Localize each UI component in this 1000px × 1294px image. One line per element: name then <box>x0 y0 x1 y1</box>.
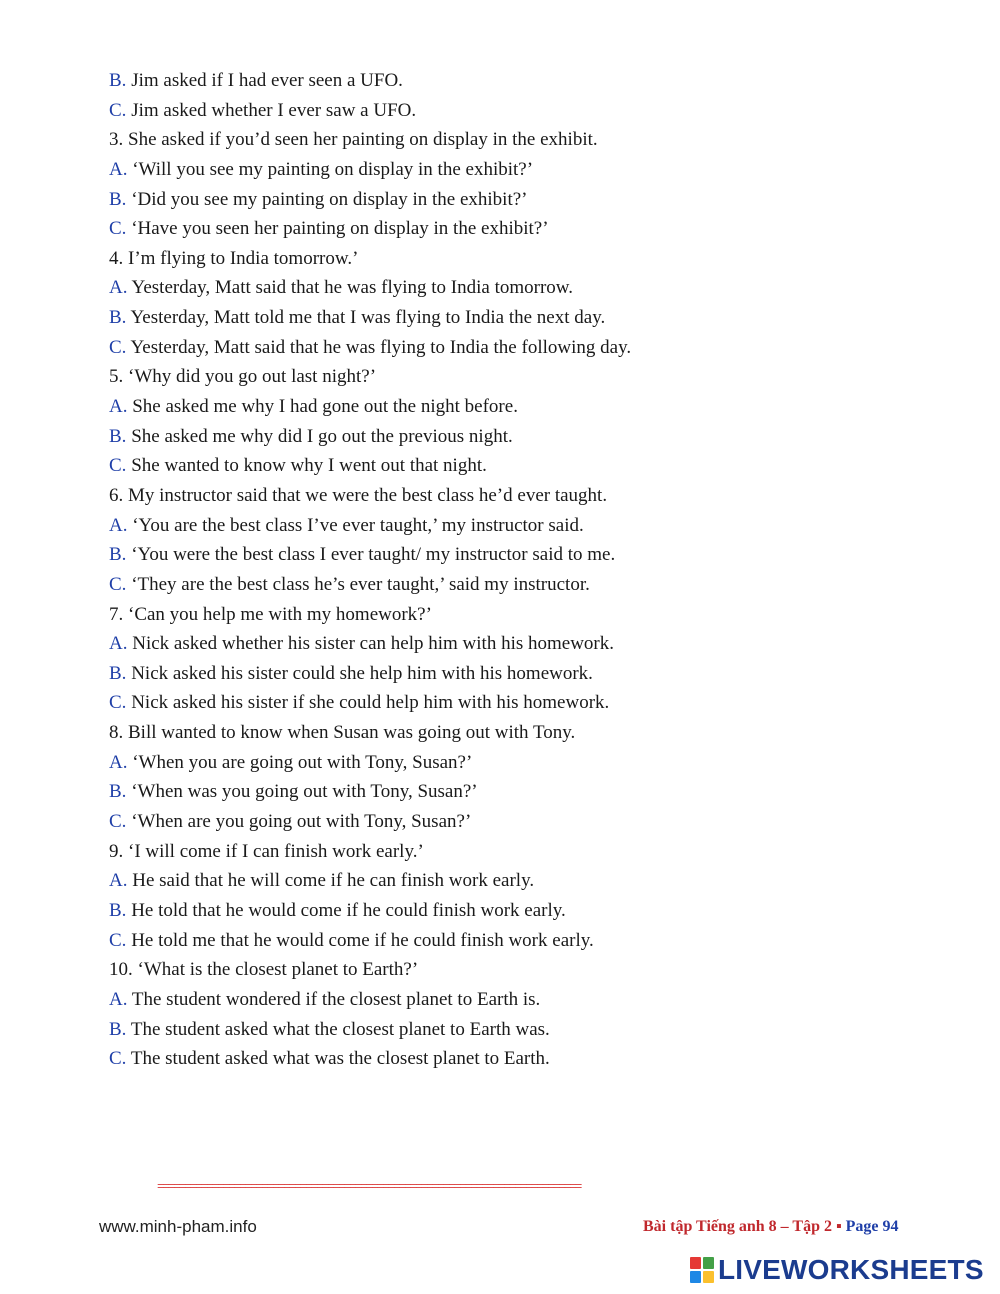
option-letter: C. <box>109 811 127 833</box>
logo-square-blue <box>690 1271 701 1283</box>
answer-option <box>109 422 929 452</box>
option-letter: B. <box>109 544 127 566</box>
line-text: 4. I’m flying to India tomorrow.’ <box>109 247 359 269</box>
question-text <box>109 362 929 392</box>
option-letter: C. <box>109 929 127 951</box>
answer-option <box>109 451 929 481</box>
website-url[interactable]: www.minh-pham.info <box>99 1217 257 1236</box>
line-text: ‘When was you going out with Tony, Susan?’ <box>126 781 478 803</box>
line-text: 3. She asked if you’d seen her painting on display in the exhibit. <box>109 129 598 151</box>
question-text <box>109 481 929 511</box>
question-text <box>109 718 929 748</box>
option-letter: A. <box>109 988 128 1010</box>
option-letter: C. <box>109 455 127 477</box>
answer-option <box>109 807 929 837</box>
line-text: He told that he would come if he could finish work early. <box>126 899 566 921</box>
option-letter: C. <box>109 573 127 595</box>
logo-square-green <box>703 1257 714 1269</box>
question-text <box>109 955 929 985</box>
line-text: ‘You are the best class I’ve ever taught,’ my instructor said. <box>127 514 584 536</box>
answer-option <box>109 1044 929 1074</box>
option-letter: A. <box>109 396 128 418</box>
answer-option <box>109 926 929 956</box>
answer-option <box>109 303 929 333</box>
question-text <box>109 244 929 274</box>
logo-square-red <box>690 1257 701 1269</box>
question-text <box>109 600 929 630</box>
line-text: 7. ‘Can you help me with my homework?’ <box>109 603 432 625</box>
line-text: 10. ‘What is the closest planet to Earth?’ <box>109 959 419 981</box>
line-text: Yesterday, Matt said that he was flying to India the following day. <box>126 336 632 358</box>
answer-option <box>109 273 929 303</box>
option-letter: B. <box>109 781 127 803</box>
answer-option <box>109 511 929 541</box>
line-text: She wanted to know why I went out that night. <box>126 455 487 477</box>
line-text: The student wondered if the closest planet to Earth is. <box>127 988 541 1010</box>
line-text: ‘You were the best class I ever taught/ my instructor said to me. <box>126 544 616 566</box>
line-text: ‘Did you see my painting on display in the exhibit?’ <box>126 188 528 210</box>
line-text: Yesterday, Matt told me that I was flying to India the next day. <box>126 307 606 329</box>
option-letter: A. <box>109 870 128 892</box>
book-title <box>643 1218 899 1236</box>
line-text: ‘When you are going out with Tony, Susan?’ <box>127 751 473 773</box>
question-list <box>109 66 929 1074</box>
answer-option <box>109 214 929 244</box>
liveworksheets-icon <box>690 1257 714 1283</box>
line-text: ‘Have you seen her painting on display in the exhibit?’ <box>126 218 549 240</box>
option-letter: A. <box>109 514 128 536</box>
answer-option <box>109 540 929 570</box>
line-text: ‘They are the best class he’s ever taught,’ said my instructor. <box>126 573 590 595</box>
answer-option <box>109 866 929 896</box>
answer-option <box>109 1015 929 1045</box>
liveworksheets-wordmark: LIVEWORKSHEETS <box>718 1254 984 1285</box>
answer-option <box>109 896 929 926</box>
book-title-text: Bài tập Tiếng anh 8 – Tập 2 ▪ <box>643 1218 846 1235</box>
answer-option <box>109 392 929 422</box>
answer-option <box>109 66 929 96</box>
answer-option <box>109 985 929 1015</box>
option-letter: C. <box>109 99 127 121</box>
answer-option <box>109 333 929 363</box>
footer-separator: ============================================================================= <box>157 1180 581 1194</box>
line-text: Jim asked if I had ever seen a UFO. <box>126 70 403 91</box>
answer-option <box>109 688 929 718</box>
page-number: Page 94 <box>845 1218 899 1235</box>
option-letter: B. <box>109 425 127 447</box>
option-letter: A. <box>109 751 128 773</box>
line-text: Yesterday, Matt said that he was flying to India tomorrow. <box>127 277 574 299</box>
line-text: 6. My instructor said that we were the best class he’d ever taught. <box>109 484 608 506</box>
line-text: The student asked what the closest planet to Earth was. <box>126 1018 550 1040</box>
option-letter: C. <box>109 692 127 714</box>
answer-option <box>109 155 929 185</box>
liveworksheets-logo[interactable] <box>690 1254 984 1286</box>
answer-option <box>109 185 929 215</box>
option-letter: B. <box>109 662 127 684</box>
line-text: ‘When are you going out with Tony, Susan?’ <box>126 811 472 833</box>
line-text: She asked me why did I go out the previous night. <box>126 425 513 447</box>
option-letter: A. <box>109 158 128 180</box>
option-letter: C. <box>109 1048 127 1070</box>
answer-option <box>109 629 929 659</box>
line-text: Jim asked whether I ever saw a UFO. <box>126 99 417 121</box>
line-text: Nick asked his sister could she help him with his homework. <box>126 662 593 684</box>
question-text <box>109 125 929 155</box>
line-text: Nick asked his sister if she could help him with his homework. <box>126 692 610 714</box>
line-text: He said that he will come if he can finish work early. <box>127 870 535 892</box>
line-text: 8. Bill wanted to know when Susan was going out with Tony. <box>109 722 576 744</box>
answer-option <box>109 570 929 600</box>
option-letter: B. <box>109 899 127 921</box>
option-letter: B. <box>109 70 127 91</box>
line-text: 9. ‘I will come if I can finish work early.’ <box>109 840 424 862</box>
option-letter: C. <box>109 336 127 358</box>
option-letter: B. <box>109 188 127 210</box>
option-letter: C. <box>109 218 127 240</box>
line-text: Nick asked whether his sister can help him with his homework. <box>127 633 614 655</box>
logo-square-yellow <box>703 1271 714 1283</box>
line-text: She asked me why I had gone out the night before. <box>127 396 518 418</box>
answer-option <box>109 748 929 778</box>
option-letter: B. <box>109 307 127 329</box>
line-text: The student asked what was the closest planet to Earth. <box>126 1048 550 1070</box>
option-letter: B. <box>109 1018 127 1040</box>
option-letter: A. <box>109 633 128 655</box>
answer-option <box>109 659 929 689</box>
answer-option <box>109 96 929 126</box>
answer-option <box>109 777 929 807</box>
line-text: 5. ‘Why did you go out last night?’ <box>109 366 377 388</box>
line-text: He told me that he would come if he could finish work early. <box>126 929 594 951</box>
line-text: ‘Will you see my painting on display in the exhibit?’ <box>127 158 534 180</box>
question-text <box>109 837 929 867</box>
option-letter: A. <box>109 277 128 299</box>
